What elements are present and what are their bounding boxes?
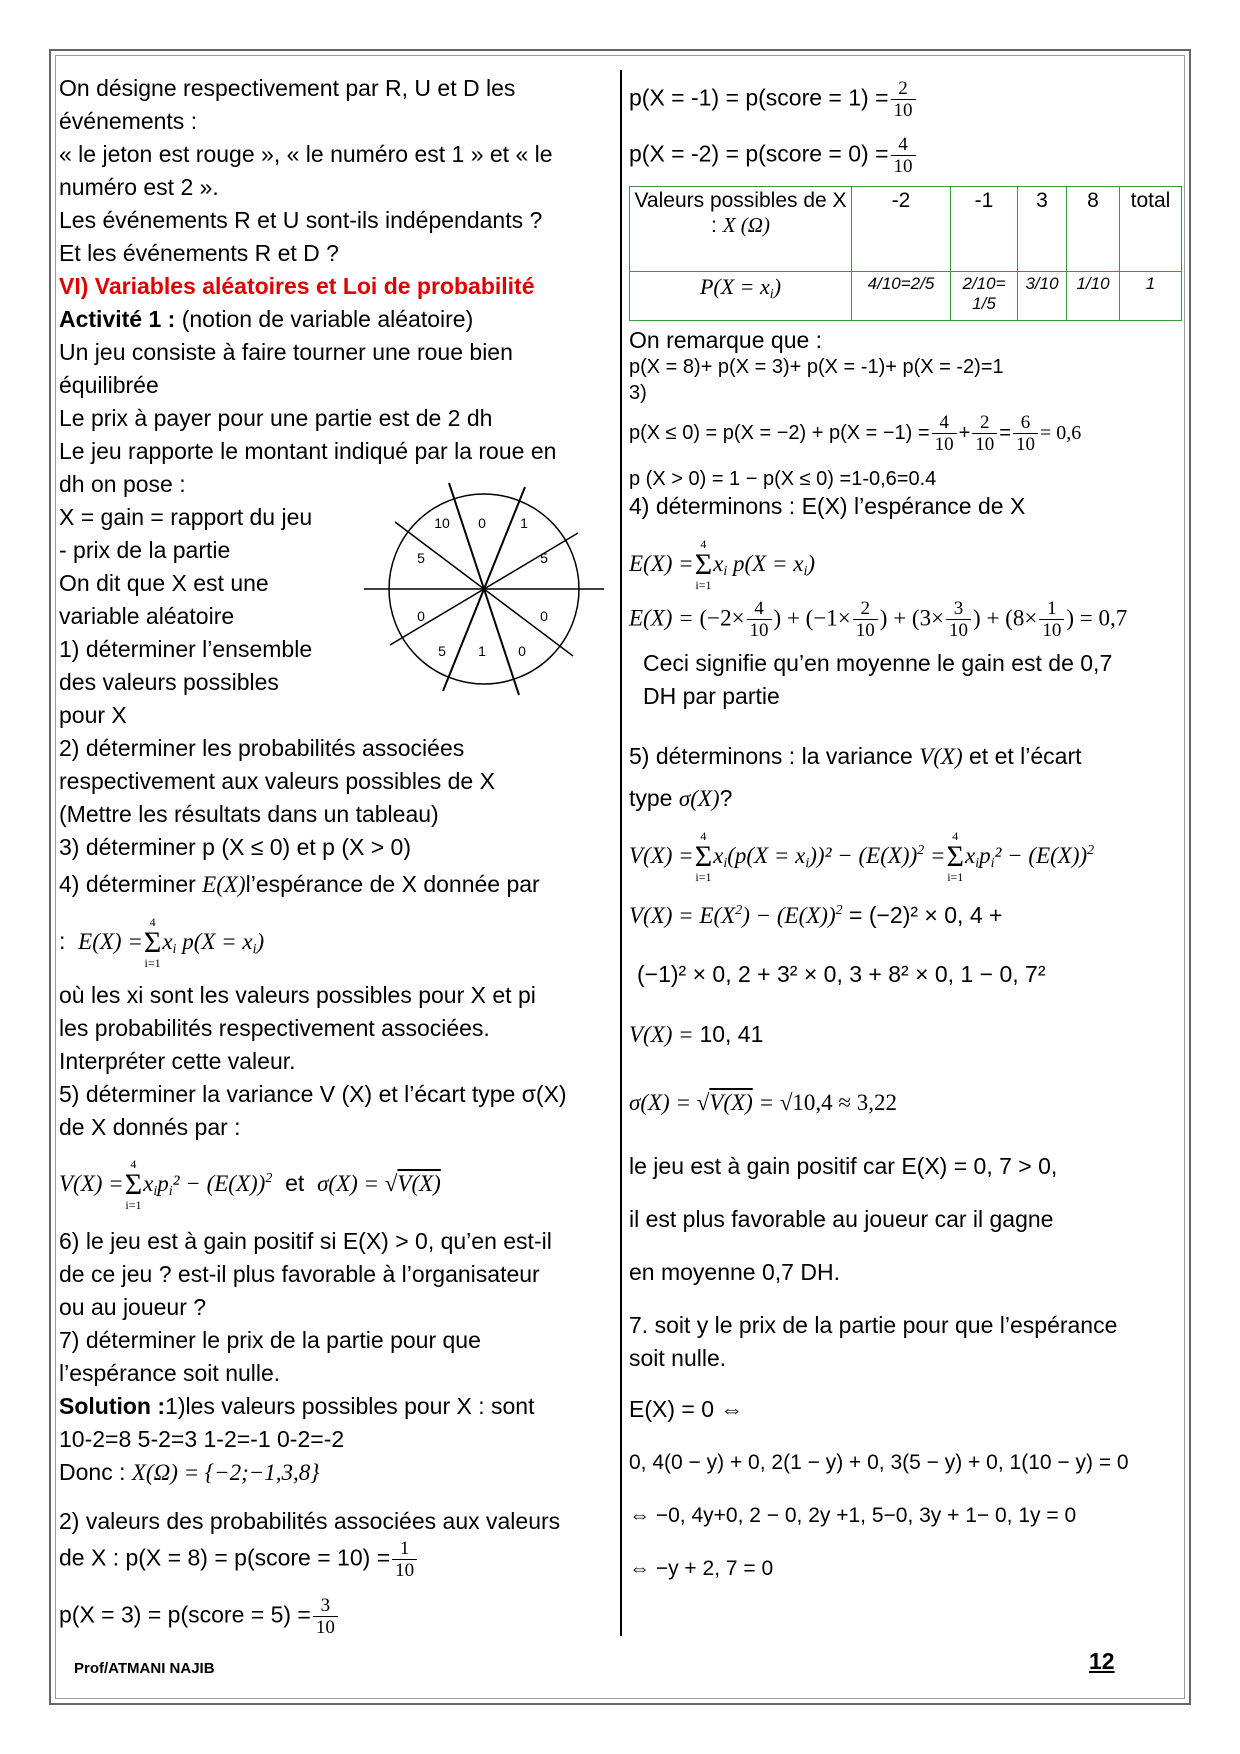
- fraction: $\frac{2}{10}$: [853, 598, 878, 641]
- prob-text: de X : p(X = 8) = p(score = 10) =: [59, 1544, 391, 1571]
- sigma-symbol: 4 Σ i=1: [694, 537, 713, 592]
- right-line: 7. soit y le prix de la partie pour que l’espérance: [629, 1312, 1118, 1338]
- prob-text: p(X = -1) = p(score = 1) =: [629, 84, 889, 111]
- math-expr: $V(X) = E(X^2) - (E(X))^2$: [629, 903, 843, 928]
- left-line: Interpréter cette valeur.: [59, 1048, 296, 1074]
- wheel-label: 10: [434, 515, 450, 531]
- math-expr: $x_i(p(X = x_i))^2 - (E(X))^2$ =: [713, 843, 946, 872]
- left-line: des valeurs possibles: [59, 669, 279, 695]
- column-divider: [620, 70, 622, 1636]
- page-number: 12: [1089, 1648, 1115, 1674]
- donc: Donc :: [59, 1459, 126, 1485]
- math-expr: $x_ip_i^2 - (E(X))^2$: [965, 843, 1095, 872]
- fraction: $\frac{2}{10}$: [972, 412, 997, 455]
- right-line: p(X = 8)+ p(X = 3)+ p(X = -1)+ p(X = -2)=1: [629, 356, 1004, 378]
- solution-label: Solution :: [59, 1393, 166, 1419]
- math-ex: E(X) =: [629, 551, 694, 577]
- math-ex: E(X) =: [629, 605, 700, 631]
- right-line: 3): [629, 382, 647, 404]
- result: = 0,7: [1079, 605, 1128, 631]
- math-expr: V(X) =: [629, 843, 694, 869]
- right-line: p(X ≤ 0) = p(X = −2) + p(X = −1) = $\frac{4}{10}$ + $\frac{2}{10}$ = $\frac{6}{10}$ = 0,6: [629, 412, 1082, 455]
- math-sigma: σ(X) = √V(X): [317, 1171, 441, 1197]
- left-line: événements :: [59, 108, 198, 134]
- sigma-symbol: 4 Σ i=1: [694, 829, 713, 884]
- math-expr: $x_ip_i^2 - (E(X))^2$: [143, 1171, 273, 1200]
- sigma-symbol: 4 Σ i=1: [946, 829, 964, 884]
- table-cell: -2: [852, 187, 951, 272]
- result: 10, 41: [699, 1021, 764, 1047]
- and-word: et: [285, 1170, 305, 1197]
- right-line: [629, 782, 732, 815]
- sigma-symbol: 4 Σ i=1: [124, 1157, 143, 1212]
- left-line: où les xi sont les valeurs possibles pour X et pi: [59, 982, 536, 1008]
- left-line: dh on pose :: [59, 471, 186, 497]
- result: √10,4 ≈ 3,22: [779, 1090, 898, 1115]
- left-line: On dit que X est une: [59, 570, 269, 596]
- result: = 0,6: [1039, 421, 1082, 444]
- left-line: Un jeu consiste à faire tourner une roue bien: [59, 339, 513, 365]
- solution-text: 1)les valeurs possibles pour X : sont: [165, 1393, 535, 1419]
- left-line: [59, 1538, 419, 1581]
- math-vx: V(X) =: [629, 1022, 700, 1047]
- math-ex: E(X) =: [78, 929, 143, 955]
- right-line: ⇔ −y + 2, 7 = 0: [629, 1557, 774, 1580]
- fraction: $\frac{4}{10}$: [932, 412, 957, 455]
- fraction: $\frac{3}{10}$: [313, 1595, 338, 1638]
- row-label-sub: i: [769, 287, 774, 302]
- left-line: [59, 1456, 320, 1489]
- left-line: pour X: [59, 702, 127, 728]
- left-line: Et les événements R et D ?: [59, 240, 339, 266]
- math-set: X(Ω) = {−2;−1,3,8}: [131, 1460, 320, 1485]
- left-line: variable aléatoire: [59, 603, 235, 629]
- math-expr: $x_i$ $p(X = x_i)$: [162, 929, 265, 958]
- table-cell: 3/10: [1018, 272, 1067, 321]
- math-ex: E(X): [202, 872, 246, 897]
- right-line: p (X > 0) = 1 − p(X ≤ 0) =1-0,6=0.4: [629, 468, 937, 490]
- table-cell: 2/10= 1/5: [951, 272, 1018, 321]
- activity-subtitle: (notion de variable aléatoire): [175, 306, 474, 332]
- right-line: [629, 134, 918, 177]
- left-line: 10-2=8 5-2=3 1-2=-1 0-2=-2: [59, 1426, 345, 1452]
- prob-text: p(X = -2) = p(score = 0) =: [629, 140, 889, 167]
- table-row-label: $P(X = x_i)$: [630, 272, 852, 321]
- left-line: On désigne respectivement par R, U et D les: [59, 75, 516, 101]
- left-line: ou au joueur ?: [59, 1294, 207, 1320]
- colon: :: [59, 928, 66, 955]
- variance-calc-text: = (−2)² × 0, 4 +: [849, 902, 1003, 928]
- wheel-label: 0: [518, 643, 526, 659]
- variance-text: 5) déterminons : la variance: [629, 743, 913, 769]
- fraction: $\frac{1}{10}$: [392, 1538, 417, 1581]
- wheel-label: 0: [478, 515, 486, 531]
- fraction: $\frac{6}{10}$: [1013, 412, 1038, 455]
- math-vx: V(X) =: [59, 1171, 124, 1197]
- fraction: $\frac{1}{10}$: [1039, 598, 1064, 641]
- probability-table: [629, 186, 1182, 321]
- math-sigma: σ(X): [678, 786, 720, 811]
- table-cell: 8: [1067, 187, 1120, 272]
- right-line: [629, 78, 918, 121]
- left-line: Les événements R et U sont-ils indépendants ?: [59, 207, 543, 233]
- right-line: il est plus favorable au joueur car il gagne: [629, 1206, 1054, 1232]
- variance-formula: [59, 1158, 441, 1212]
- table-cell: total: [1120, 187, 1182, 272]
- table-cell: -1: [951, 187, 1018, 272]
- left-line: équilibrée: [59, 372, 159, 398]
- wheel-label: 1: [478, 643, 486, 659]
- left-line: 6) le jeu est à gain positif si E(X) > 0, qu’en est-il: [59, 1228, 552, 1254]
- row-label: P(X = x: [699, 274, 770, 299]
- variance-result: [629, 1018, 763, 1051]
- variance-text: ?: [719, 785, 733, 811]
- left-line: 2) valeurs des probabilités associées aux valeurs: [59, 1508, 561, 1534]
- left-line: [59, 868, 540, 901]
- table-cell: 1/10: [1067, 272, 1120, 321]
- right-line: le jeu est à gain positif car E(X) = 0, 7 > 0,: [629, 1153, 1058, 1179]
- activity-label: Activité 1 :: [59, 306, 176, 332]
- left-line: l’espérance soit nulle.: [59, 1360, 281, 1386]
- table-header-cell: [630, 187, 852, 272]
- sigma-symbol: 4 Σ i=1: [143, 915, 162, 970]
- expectation-formula: [59, 916, 264, 970]
- wheel-label: 5: [438, 643, 446, 659]
- left-line: 2) déterminer les probabilités associées: [59, 735, 465, 761]
- q4-text: l’espérance de X donnée par: [245, 871, 540, 897]
- left-line: Le jeu rapporte le montant indiqué par la roue en: [59, 438, 557, 464]
- right-line: 0, 4(0 − y) + 0, 2(1 − y) + 0, 3(5 − y) + 0, 1(10 − y) = 0: [629, 1451, 1129, 1474]
- author-footer: Prof/ATMANI NAJIB: [74, 1660, 215, 1677]
- activity-title: [59, 303, 473, 336]
- left-line: les probabilités respectivement associées.: [59, 1015, 490, 1041]
- sigma-result: [629, 1086, 897, 1119]
- left-line: 7) déterminer le prix de la partie pour que: [59, 1327, 481, 1353]
- left-line: 1) déterminer l’ensemble: [59, 636, 313, 662]
- solution-line: [59, 1390, 535, 1423]
- table-row: [630, 187, 1182, 272]
- right-line: en moyenne 0,7 DH.: [629, 1259, 840, 1285]
- left-line: 5) déterminer la variance V (X) et l’écart type σ(X): [59, 1081, 567, 1107]
- right-line: soit nulle.: [629, 1345, 727, 1371]
- fraction: $\frac{4}{10}$: [891, 134, 916, 177]
- right-line: ⇔ −0, 4y+0, 2 − 0, 2y +1, 5−0, 3y + 1− 0, 1y = 0: [629, 1504, 1077, 1527]
- left-line: 3) déterminer p (X ≤ 0) et p (X > 0): [59, 834, 412, 860]
- expectation-formula: [629, 538, 815, 592]
- variance-text: type: [629, 785, 673, 811]
- table-cell: 3: [1018, 187, 1067, 272]
- left-line: de ce jeu ? est-il plus favorable à l’organisateur: [59, 1261, 540, 1287]
- left-line: numéro est 2 ».: [59, 174, 219, 200]
- right-line: Ceci signifie qu’en moyenne le gain est de 0,7: [643, 650, 1113, 676]
- table-row: [630, 272, 1182, 321]
- math-expr: (−2×: [699, 605, 745, 631]
- roulette-wheel-figure: [360, 478, 608, 700]
- left-line: - prix de la partie: [59, 537, 231, 563]
- table-cell: 1: [1120, 272, 1182, 321]
- right-line: DH par partie: [643, 683, 780, 709]
- variance-calc: [629, 894, 1002, 932]
- left-line: (Mettre les résultats dans un tableau): [59, 801, 439, 827]
- fraction: $\frac{3}{10}$: [946, 598, 971, 641]
- wheel-label: 0: [540, 608, 548, 624]
- left-line: X = gain = rapport du jeu: [59, 504, 313, 530]
- section-heading: VI) Variables aléatoires et Loi de probabilité: [59, 273, 535, 299]
- math-expr: $x_i$ $p(X = x_i)$: [713, 551, 816, 580]
- right-line: On remarque que :: [629, 327, 823, 353]
- wheel-label: 5: [540, 550, 548, 566]
- left-line: respectivement aux valeurs possibles de X: [59, 768, 495, 794]
- prob-text: p(X ≤ 0) = p(X = −2) + p(X = −1) =: [629, 421, 930, 444]
- header-set: X (Ω): [722, 213, 770, 237]
- expectation-calc: E(X) = (−2× $\frac{4}{10}$ ) + (−1× $\frac{2}{10}$ ) + (3× $\frac{3}{10}$ ) + (8× $\frac{1}{10}$ ) = 0,7: [629, 598, 1128, 641]
- q4-text: 4) déterminer: [59, 871, 196, 897]
- header-label: Valeurs possibles de X :: [634, 189, 847, 237]
- left-line: [59, 1595, 340, 1638]
- left-line: de X donnés par :: [59, 1114, 241, 1140]
- variance-formula: [629, 830, 1094, 884]
- wheel-label: 5: [417, 550, 425, 566]
- prob-text: p(X = 3) = p(score = 5) =: [59, 1601, 311, 1628]
- right-line: E(X) = 0 ⇔: [629, 1396, 744, 1422]
- variance-text: et et l’écart: [969, 743, 1082, 769]
- left-line: « le jeton est rouge », « le numéro est 1 » et « le: [59, 141, 553, 167]
- right-line: 4) déterminons : E(X) l’espérance de X: [629, 493, 1026, 519]
- math-vx: V(X): [919, 744, 963, 769]
- table-cell: 4/10=2/5: [852, 272, 951, 321]
- right-line: [629, 740, 1082, 773]
- math-sigma: σ(X) = √V(X) =: [629, 1090, 780, 1115]
- wheel-label: 1: [520, 515, 528, 531]
- left-line: Le prix à payer pour une partie est de 2 dh: [59, 405, 493, 431]
- wheel-label: 0: [417, 608, 425, 624]
- right-line: (−1)² × 0, 2 + 3² × 0, 3 + 8² × 0, 1 − 0, 7²: [637, 961, 1046, 987]
- fraction: $\frac{4}{10}$: [747, 598, 772, 641]
- fraction: $\frac{2}{10}$: [891, 78, 916, 121]
